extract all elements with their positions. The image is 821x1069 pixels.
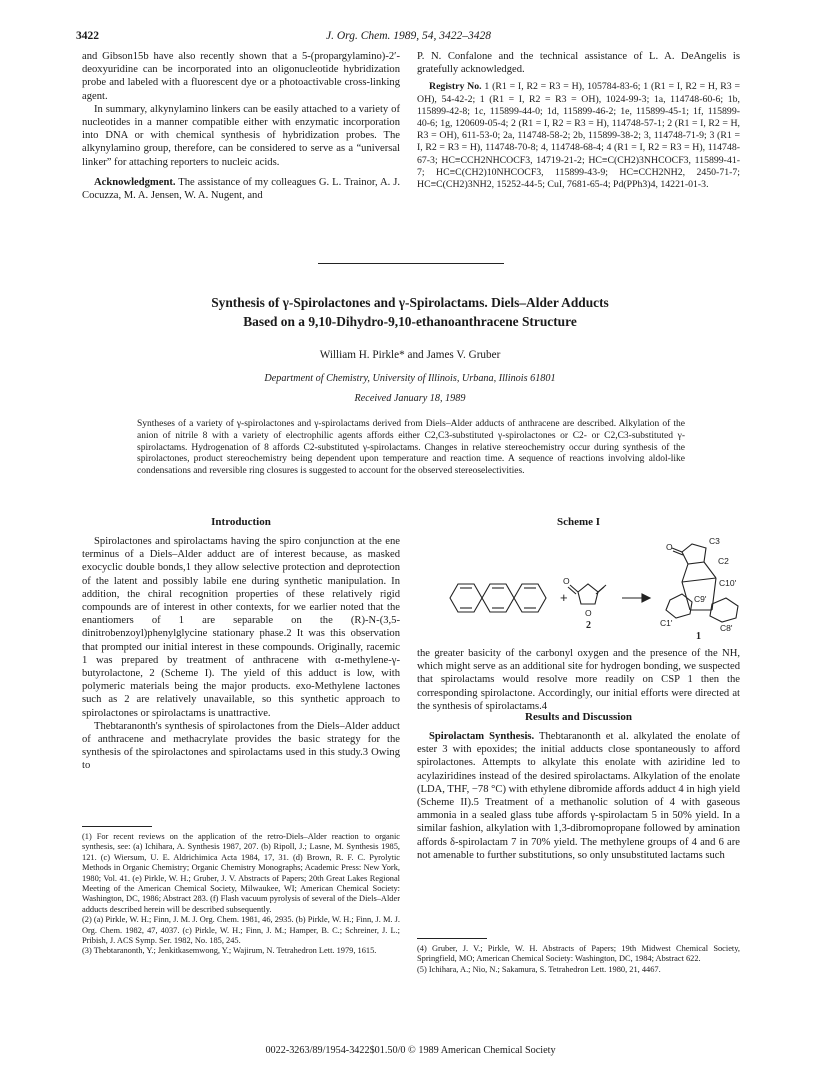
registry-numbers [417, 81, 740, 191]
atom-label-c9: C9' [694, 594, 707, 604]
intro-paragraph: Spirolactones and spirolactams having the spiro conjunction at the ene terminus of a Diels–Alder adduct are of interest because, as masked exocyclic double bonds,1 they allow selective protection and deprotection of the latent and possibly labile ene during synthetic manipulation. In addition, the chiral recognition properties of these relatively rigid compounds are of interest in other contexts, for we earlier noted that the enantiomers of 1 are separable on the (R)-N-(3,5-dinitrobenzoyl)phenylglycine stationary phase.2 It was this observation that prompted our initial interest in these compounds. Originally, racemic 1 was prepared by treatment of anthracene with α-methylene-γ-butyrolactone, 2 (Scheme I). The yield of this adduct is low, with polymeric materials being the major products. exo-Methylene lactones such as 2 are relatively unavailable, so this synthetic approach to spirolactones or spirolactams is unattractive. [82, 536, 400, 719]
authors: William H. Pirkle* and James V. Gruber [319, 349, 501, 361]
body-paragraph: the greater basicity of the carbonyl oxygen and the presence of the NH, which might serve as an additional site for hydrogen bonding, we suspected that spirolactams would resolve more readily on CSP 1 then the corresponding spirolactone. Accordingly, our initial efforts were directed at the synthesis of spirolactams.4 [417, 648, 740, 712]
product-benzo-ring-right [710, 598, 738, 622]
intro-paragraph: Thebtaranonth's synthesis of spirolactones from the Diels–Alder adduct of anthracene and methacrylate provides the basic strategy for the synthesis of the spirolactones and spirolactams used in this study.3 Owing to [82, 720, 400, 772]
lactone-ring [578, 584, 598, 604]
copyright-footer: 0022-3263/89/1954-3422$01.50/0 © 1989 American Chemical Society [265, 1045, 556, 1056]
plus-sign: + [560, 590, 568, 605]
reaction-arrow-head [642, 594, 650, 602]
registry-heading: Registry No. [429, 81, 482, 93]
atom-label-c1: C1' [660, 618, 673, 628]
footnote: (3) Thebtaranonth, Y.; Jenkitkasemwong, Y.; Wajirum, N. Tetrahedron Lett. 1979, 1615. [82, 946, 377, 956]
footnote-rule [417, 938, 487, 939]
results-body [417, 730, 740, 862]
footnote: (4) Gruber, J. V.; Pirkle, W. H. Abstracts of Papers; 19th Midwest Chemical Society, Springfield, MO; American Chemical Society: Washington, DC, 1984; Abstract 622. [417, 944, 740, 964]
journal-citation: J. Org. Chem. 1989, 54, 3422–3428 [326, 30, 492, 42]
ack-continued: P. N. Confalone and the technical assistance of L. A. DeAngelis is gratefully acknowledged. [417, 51, 740, 76]
ack-heading: Acknowledgment. [94, 176, 176, 188]
introduction-body [82, 535, 400, 773]
compound-1-label: 1 [696, 631, 701, 642]
title-line: Synthesis of γ-Spirolactones and γ-Spirolactams. Diels–Alder Adducts [211, 295, 609, 310]
oxygen-label: O [563, 576, 570, 586]
page-number: 3422 [76, 30, 99, 42]
product-benzo-ring-left [666, 594, 692, 618]
acknowledgment [82, 176, 400, 202]
title-line: Based on a 9,10-Dihydro-9,10-ethanoanthracene Structure [243, 314, 577, 329]
article-separator [318, 263, 504, 264]
ack-text: The assistance of my colleagues G. L. Trainor, A. J. Cocuzza, M. A. Jensen, W. A. Nugent, and [82, 176, 400, 202]
abstract: Syntheses of a variety of γ-spirolactones and γ-spirolactams derived from Diels–Alder adducts of anthracene are described. Alkylation of the anion of nitrile 8 with a variety of electrophilic agents affords either C2,C3-substituted γ-spirolactones or C2- or C2,C3-substituted γ-spirolactams. Hydrogenation of 8 affords C2-substituted γ-spirolactams. Changes in relative stereochemistry occur during synthesis of the spirolactones, product stereochemistry being dependent upon temperature and reaction time. A sequence of reactions involving aldol-like condensations and reversible ring closures is suggested to account for the observed stereoselectivities. [137, 419, 685, 477]
results-text: Thebtaranonth et al. alkylated the enolate of ester 3 with epoxides; the initial adducts close spontaneously to afford spirolactones. Attempts to alkylate this enolate with aziridine led to acylaziridines instead of the desired spirolactams. Alkylation of the enolate (LDA, THF, −78 °C) with ethylene dibromide affords adduct 4 in high yield (Scheme II).5 Treatment of a methanolic solution of 4 with gaseous ammonia in a sealed glass tube affords γ-spirolactam 5 in 50% yield. In a similar fashion, alkylation with 1,3-dibromopropane followed by amination affords δ-spirolactam 7 in 70% yield. The methylene groups of 4 and 6 are not amenable to further substitutions, so only unsubstituted lactams such [417, 731, 740, 861]
oxygen-label: O [585, 608, 592, 618]
oxygen-label: O [666, 542, 673, 552]
scheme-heading: Scheme I [556, 516, 601, 528]
footnote: (2) (a) Pirkle, W. H.; Finn, J. M. J. Org. Chem. 1981, 46, 2935. (b) Pirkle, W. H.; Finn, J. M. J. Org. Chem. 1982, 47, 4037. (c) Pirkle, W. H.; Finn, J. M.; Hamper, B. C.; Schreiner, J. L.; Pribish, J. ACS Symp. Ser. 1982, No. 185, 245. [82, 915, 400, 946]
footnote: (1) For recent reviews on the application of the retro-Diels–Alder reaction to organic synthesis, see: (a) Ichihara, A. Synthesis 1987, 207. (b) Ripoll, J.; Lasne, M. Synthesis 1985, 121. (c) Wiersum, U. E. Aldrichimica Acta 1984, 17, 31. (d) Brown, R. F. C. Pyrolytic Methods in Organic Chemistry; Organic Chemistry Monographs; Academic Press: New York, 1980; Vol. 41. (e) Pirkle, W. H.; Gruber, J. V. Abstracts of Papers; 20th Great Lakes Regional Meeting of the American Chemical Society, Milwaukee, WI; American Chemical Society: Washington, DC, 1986; Abstract 283. (f) Flash vacuum pyrolysis of several of the Diels–Alder adducts described herein will be described subsequently. [82, 832, 400, 914]
article-title [110, 293, 710, 331]
registry-text: 1 (R1 = I, R2 = R3 = H), 105784-83-6; 1 (R1 = I, R2 = H, R3 = OH), 54-42-2; 1 (R1 = I, R2 = R3 = OH), 1024-99-3; 1a, 114748-60-6; 1b, 115899-42-8; 1c, 115899-44-0; 1d, 115899-46-2; 1e, 115899-45-1; 1f, 115899-40-6; 1g, 120609-05-4; 2 (R1 = I, R2 = R3 = H), 114748-57-1; 2 (R1 = I, R2 = H, R3 = OH), 611-53-0; 2a, 114748-58-2; 2b, 115899-38-2; 3, 114748-71-9; 3 (R1 = I, R2 = R3 = H), 114748-70-8; 4, 114748-68-4; 4 (R1 = I, R2 = R3 = H), 114748-67-3; HC≡CCH2NHCOCF3, 14719-21-2; HC≡C(CH2)3NHCOCF3, 115899-41-7; HC≡C(CH2)10NHCOCF3, 115899-43-9; HC≡CCH2NH2, 2450-71-7; HC≡C(CH2)3NH2, 15252-44-5; CuI, 7681-65-4; Pd(PPh3)4, 14221-01-3. [417, 81, 740, 191]
prev-article-left [82, 50, 400, 202]
footnote: (5) Ichihara, A.; Nio, N.; Sakamura, S. Tetrahedron Lett. 1980, 21, 4467. [417, 964, 661, 974]
atom-label-c3: C3 [709, 536, 720, 546]
results-heading: Results and Discussion [525, 711, 632, 723]
footnotes-right [417, 944, 740, 975]
spiro-lactone-ring [682, 544, 706, 564]
atom-label-c10: C10' [719, 578, 737, 588]
atom-label-c2: C2 [718, 556, 729, 566]
compound-2-label: 2 [586, 620, 591, 631]
results-paragraph [417, 730, 740, 862]
footnote-rule [82, 826, 152, 827]
affiliation: Department of Chemistry, University of Illinois, Urbana, Illinois 61801 [264, 373, 556, 384]
scheme-1-diagram [420, 530, 740, 642]
prev-article-right [417, 50, 740, 191]
right-column-body [417, 647, 740, 713]
prev-paragraph: and Gibson15b have also recently shown that a 5-(propargylamino)-2′-deoxyuridine can be incorporated into an oligonucleotide hybridization probe and labeled with a fluorescent dye or a photoactivable cross-linking agent. [82, 51, 400, 102]
received-date: Received January 18, 1989 [354, 393, 466, 404]
atom-label-c8: C8' [720, 623, 733, 633]
results-lead: Spirolactam Synthesis. [429, 731, 535, 742]
footnotes-left [82, 832, 400, 957]
prev-paragraph: In summary, alkynylamino linkers can be easily attached to a variety of nucleotides in a manner compatible either with enzymatic incorporation into DNA or with chemical synthesis of hybridization probes. The alkynylamino group, therefore, can be considered to serve as a “universal linker” for attaching reporters to nucleic acids. [82, 103, 400, 168]
intro-heading: Introduction [211, 516, 271, 528]
